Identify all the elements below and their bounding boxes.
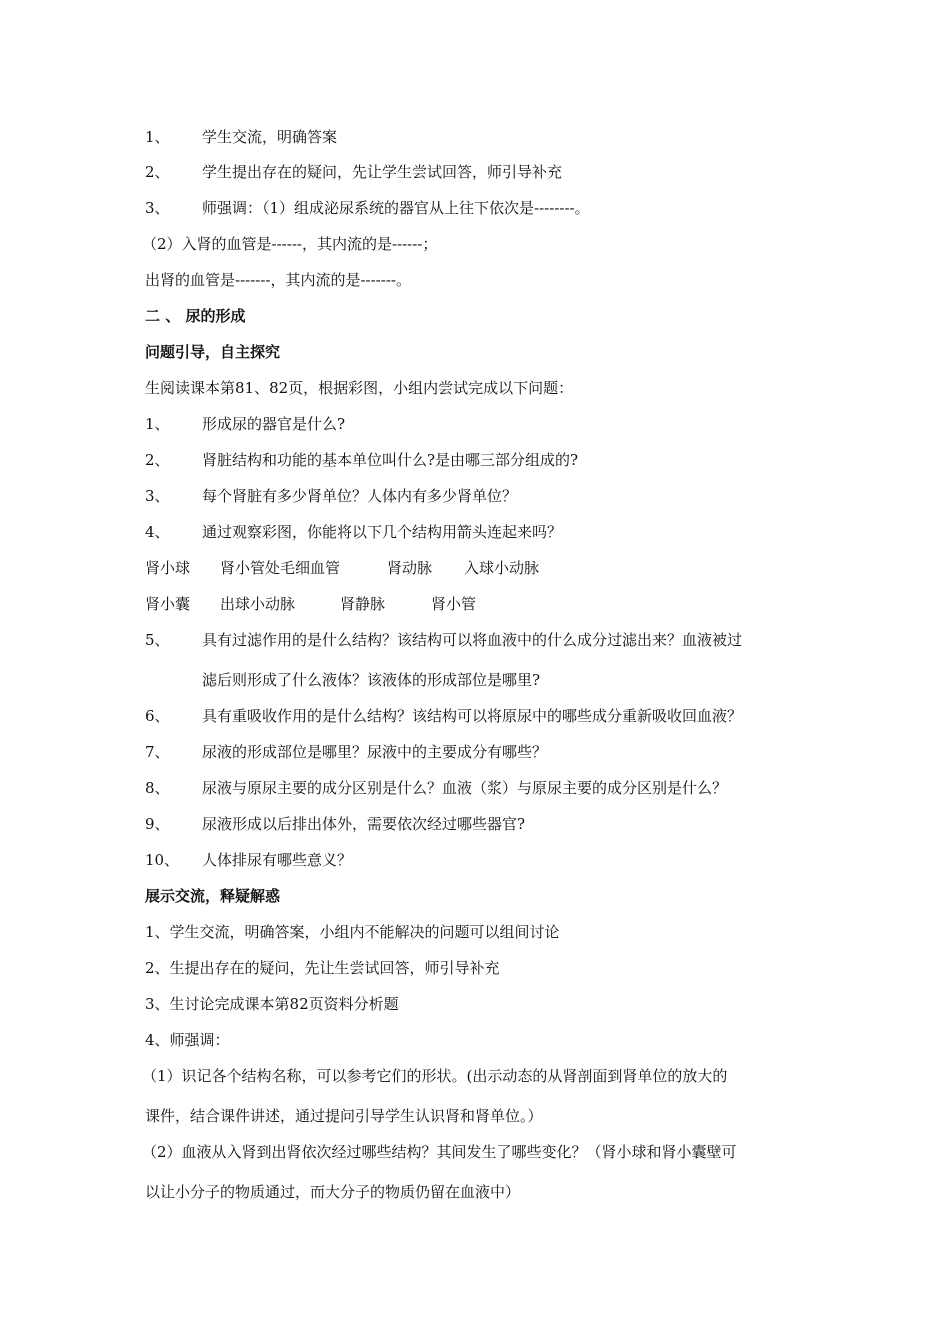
paragraph-line: 以让小分子的物质通过，而大分子的物质仍留在血液中） [145, 1183, 521, 1201]
item-text: 学生提出存在的疑问，先让学生尝试回答，师引导补充 [202, 163, 563, 181]
structure-label: 肾小囊 [145, 595, 191, 613]
paragraph-line: 3、生讨论完成课本第82页资料分析题 [145, 995, 399, 1013]
list-item [145, 198, 590, 218]
question-item [145, 450, 578, 470]
question-item [145, 414, 345, 434]
item-text: 人体排尿有哪些意义？ [202, 851, 353, 869]
question-item [145, 778, 727, 798]
structure-row [145, 594, 476, 614]
question-item [145, 630, 742, 650]
paragraph-line: 出肾的血管是-------，其内流的是-------。 [145, 271, 411, 289]
structure-label: 出球小动脉 [220, 595, 296, 613]
item-number: 10、 [145, 851, 180, 869]
item-number: 6、 [145, 707, 170, 725]
question-item [145, 742, 547, 762]
question-item [145, 814, 525, 834]
item-number: 3、 [145, 199, 170, 217]
item-text: 具有重吸收作用的是什么结构？该结构可以将原尿中的哪些成分重新吸收回血液？ [202, 707, 743, 725]
item-number: 8、 [145, 779, 170, 797]
structure-label: 肾小管 [431, 595, 477, 613]
paragraph-line: 课件，结合课件讲述，通过提问引导学生认识肾和肾单位。） [145, 1107, 543, 1125]
item-text: 通过观察彩图，你能将以下几个结构用箭头连起来吗？ [202, 523, 563, 541]
paragraph-line: （2）入肾的血管是------，其内流的是------； [142, 235, 438, 253]
item-text: 学生交流，明确答案 [202, 128, 338, 146]
item-text: 师强调：（1）组成泌尿系统的器官从上往下依次是--------。 [202, 199, 590, 217]
item-number: 2、 [145, 451, 170, 469]
section-heading: 二 、 尿的形成 [145, 307, 246, 325]
question-item [145, 706, 742, 726]
item-number: 5、 [145, 631, 170, 649]
subheading: 问题引导，自主探究 [145, 343, 281, 361]
paragraph-line: （2）血液从入肾到出肾依次经过哪些结构？其间发生了哪些变化？（肾小球和肾小囊壁可 [142, 1143, 737, 1161]
structure-row [145, 558, 539, 578]
item-number: 4、 [145, 523, 170, 541]
structure-label: 肾小管处毛细血管 [220, 559, 341, 577]
item-text: 具有过滤作用的是什么结构？该结构可以将血液中的什么成分过滤出来？血液被过 [202, 631, 743, 649]
list-item [145, 162, 562, 182]
item-number: 9、 [145, 815, 170, 833]
item-text: 尿液形成以后排出体外，需要依次经过哪些器官? [202, 815, 526, 833]
item-number: 7、 [145, 743, 170, 761]
structure-label: 肾小球 [145, 559, 191, 577]
item-number: 2、 [145, 163, 170, 181]
structure-label: 入球小动脉 [464, 559, 540, 577]
paragraph-line: （1）识记各个结构名称，可以参考它们的形状。(出示动态的从肾剖面到肾单位的放大的 [142, 1067, 728, 1085]
paragraph-line: 2、生提出存在的疑问，先让生尝试回答，师引导补充 [145, 959, 500, 977]
structure-label: 肾动脉 [387, 559, 433, 577]
item-text: 尿液与原尿主要的成分区别是什么？血液（浆）与原尿主要的成分区别是什么？ [202, 779, 728, 797]
item-number: 3、 [145, 487, 170, 505]
item-number: 1、 [145, 128, 170, 146]
question-item [145, 486, 517, 506]
question-item [145, 522, 562, 542]
item-text: 肾脏结构和功能的基本单位叫什么?是由哪三部分组成的? [202, 451, 579, 469]
item-number: 1、 [145, 415, 170, 433]
item-text: 形成尿的器官是什么? [202, 415, 346, 433]
paragraph-line: 4、师强调： [145, 1031, 230, 1049]
subheading: 展示交流，释疑解惑 [145, 887, 281, 905]
question-continuation: 滤后则形成了什么液体？该液体的形成部位是哪里? [202, 671, 541, 689]
list-item [145, 127, 337, 147]
item-text: 每个肾脏有多少肾单位？人体内有多少肾单位？ [202, 487, 518, 505]
paragraph-line: 1、学生交流，明确答案，小组内不能解决的问题可以组间讨论 [145, 923, 560, 941]
question-item [145, 850, 352, 870]
paragraph-line: 生阅读课本第81、82页，根据彩图，小组内尝试完成以下问题： [145, 379, 574, 397]
item-text: 尿液的形成部位是哪里？尿液中的主要成分有哪些？ [202, 743, 548, 761]
structure-label: 肾静脉 [340, 595, 386, 613]
